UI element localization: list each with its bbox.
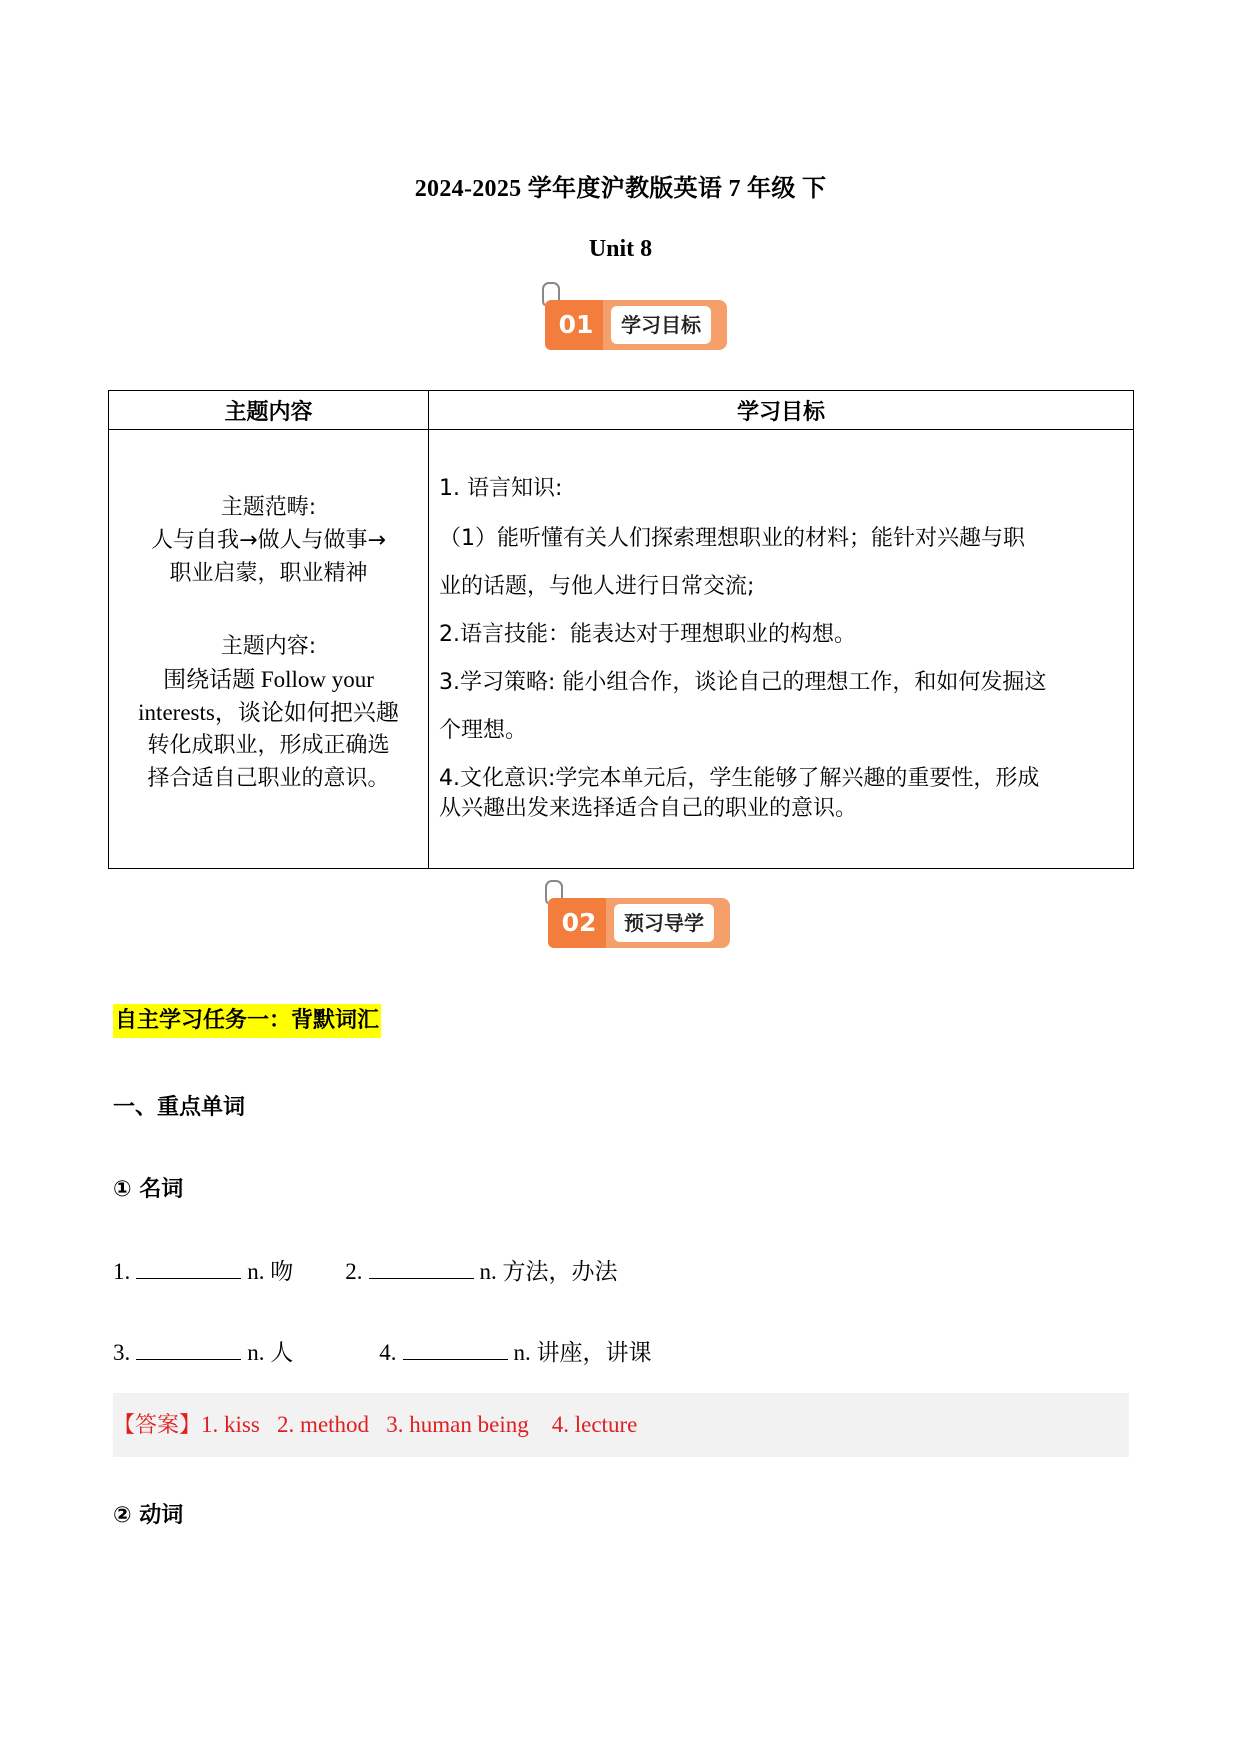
vocab-row — [113, 1253, 618, 1286]
goal-line: （1）能听懂有关人们探索理想职业的材料；能针对兴趣与职 — [439, 526, 1025, 551]
verbs-heading: ② 动词 — [113, 1503, 184, 1528]
unit-title: Unit 8 — [588, 236, 653, 262]
vocab-item: 4. n. 讲座，讲课 — [379, 1334, 651, 1367]
topic-content-line: 围绕话题 Follow your — [163, 667, 374, 692]
section-badge-preview — [548, 898, 733, 948]
answer-label: 【答案】 — [113, 1413, 202, 1438]
goal-language-knowledge: 1. 语言知识: — [439, 476, 563, 501]
topic-content-label: 主题内容: — [220, 634, 317, 659]
answer-blank[interactable] — [136, 1337, 241, 1360]
goals-cell — [429, 430, 1134, 869]
section-number: 01 — [545, 300, 607, 350]
topic-content-line: 择合适自己职业的意识。 — [147, 766, 390, 791]
goal-line: 从兴趣出发来选择适合自己的职业的意识。 — [439, 796, 858, 821]
goal-line: 业的话题，与他人进行日常交流; — [439, 574, 755, 599]
answer-blank[interactable] — [369, 1256, 474, 1279]
vocab-item: 2. n. 方法，办法 — [345, 1253, 617, 1286]
goal-line: 个理想。 — [439, 718, 528, 743]
task-title: 自主学习任务一：背默词汇 — [113, 1004, 381, 1038]
section-label: 学习目标 — [611, 306, 711, 344]
vocab-item: 1. n. 吻 — [113, 1253, 293, 1286]
answer-box — [113, 1393, 1129, 1457]
table-header-goals: 学习目标 — [429, 391, 1134, 430]
topic-content-line: interests，谈论如何把兴趣 — [138, 700, 399, 725]
table-header-topic: 主题内容 — [109, 391, 429, 430]
objectives-table — [108, 390, 1134, 869]
goal-strategy: 3.学习策略: 能小组合作，谈论自己的理想工作，和如何发掘这 — [439, 670, 1047, 695]
answer-text: 1. kiss 2. method 3. human being 4. lecture — [201, 1412, 638, 1437]
topic-category-value: 人与自我→做人与做事→ — [151, 528, 386, 553]
section-badge-objectives — [545, 300, 730, 350]
topic-content-line: 转化成职业，形成正确选 — [147, 733, 390, 758]
nouns-heading: ① 名词 — [113, 1177, 184, 1202]
goal-culture: 4.文化意识:学完本单元后，学生能够了解兴趣的重要性，形成 — [439, 766, 1040, 791]
vocab-item: 3. n. 人 — [113, 1334, 293, 1367]
answer-blank[interactable] — [136, 1256, 241, 1279]
goal-language-skills: 2.语言技能：能表达对于理想职业的构想。 — [439, 622, 856, 647]
answer-blank[interactable] — [403, 1337, 508, 1360]
topic-category-label: 主题范畴: — [220, 495, 317, 520]
vocab-row — [113, 1334, 652, 1367]
section-number: 02 — [548, 898, 610, 948]
document-title: 2024-2025 学年度沪教版英语 7 年级 下 — [414, 176, 827, 202]
key-words-heading: 一、重点单词 — [113, 1095, 246, 1120]
topic-cell — [109, 430, 429, 869]
topic-category-value: 职业启蒙，职业精神 — [169, 561, 368, 586]
section-label: 预习导学 — [614, 904, 714, 942]
